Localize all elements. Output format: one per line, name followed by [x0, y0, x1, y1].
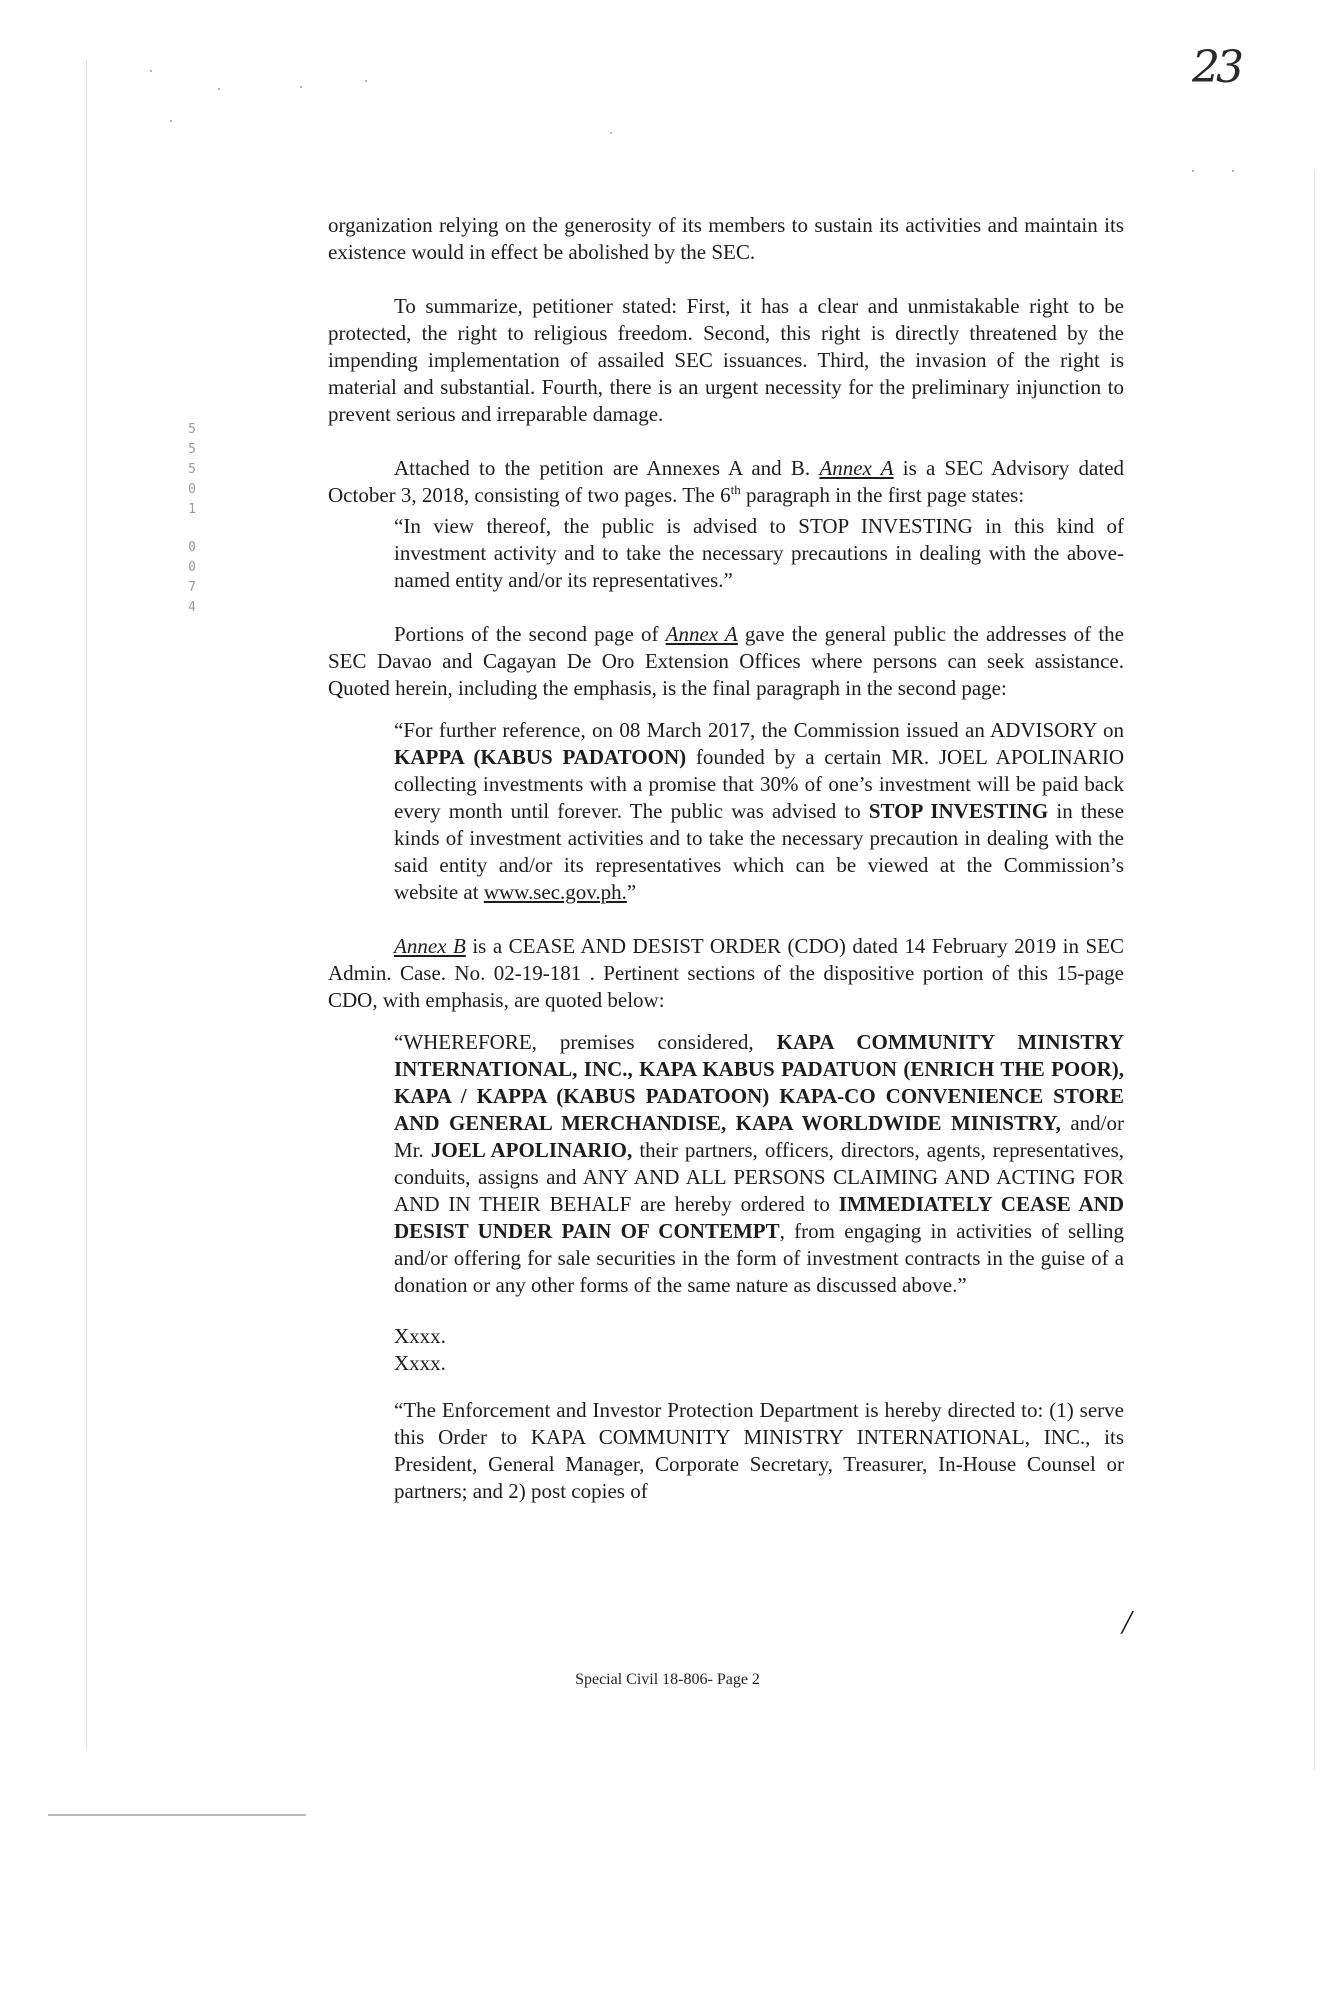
scan-speck — [365, 80, 367, 82]
text: founded by a certain MR. JOEL APOLINARIO collecting investments with a promise that 30% of one’s investment will be paid back every month until forever. The public was advised to — [394, 745, 1124, 823]
stamp-digit: 1 — [188, 502, 196, 517]
stamp-digit: 0 — [188, 540, 196, 555]
scan-speck — [1192, 170, 1194, 172]
quote-enforcement: “The Enforcement and Investor Protection Department is hereby directed to: (1) serve this Order to KAPA COMMUNITY MINISTRY INTERNATIONAL, INC., its President, General Manager, Corporate Secretary, Treasurer, In-House Counsel or partners; and 2) post copies of — [394, 1398, 1124, 1503]
handwritten-page-number: 23 — [1192, 42, 1240, 93]
document-body — [328, 212, 1124, 1505]
scan-artifact-line — [48, 1814, 306, 1816]
omission-marker: Xxxx. — [394, 1324, 446, 1348]
annex-a-reference: Annex A — [819, 456, 894, 480]
paragraph-annex-a-second-page — [328, 621, 1124, 702]
text: and/or Mr. — [394, 1111, 1124, 1162]
bold-text: JOEL APOLINARIO, — [430, 1138, 633, 1162]
text: “For further reference, on 08 March 2017, the Commission issued an ADVISORY on — [394, 718, 1124, 742]
text: , from engaging in activities of selling and/or offering for sale securities in the form of investment contracts in the guise of a donation or any other forms of the same nature as discussed above.” — [394, 1219, 1124, 1297]
quote-dispositive — [394, 1029, 1124, 1299]
text: is a SEC Advisory dated October 3, 2018, consisting of two pages. The 6 — [328, 456, 1125, 507]
text: paragraph in the first page states: — [740, 483, 1025, 507]
text: their partners, officers, directors, agents, representatives, conduits, assigns and ANY AND ALL PERSONS CLAIMING AND ACTING FOR AND IN THEIR BEHALF are hereby ordered to — [394, 1138, 1124, 1216]
text: “WHEREFORE, premises considered, — [394, 1030, 777, 1054]
text: Attached to the petition are Annexes A and B. — [394, 456, 820, 480]
stamp-digit: 5 — [188, 442, 196, 457]
stamp-digit: 5 — [188, 422, 196, 437]
side-stamp — [182, 420, 202, 618]
omission-marker: Xxxx. — [394, 1351, 446, 1375]
stamp-digit: 7 — [188, 580, 196, 595]
text: in these kinds of investment activities and to take the necessary precaution in dealing with the said entity and/or its representatives which can be viewed at the Commission’s website at — [394, 799, 1125, 904]
scan-speck — [218, 88, 220, 90]
page-footer: Special Civil 18-806- Page 2 — [575, 1671, 760, 1688]
bold-text: KAPA COMMUNITY MINISTRY INTERNATIONAL, INC., KAPA KABUS PADATUON (ENRICH THE POOR), KAPA / KAPPA (KABUS PADATOON) KAPA-CO CONVENIENCE STORE AND GENERAL MERCHANDISE, KAPA WORLDWIDE MINISTRY, — [394, 1030, 1124, 1135]
stamp-digit: 5 — [188, 462, 196, 477]
annex-b-reference: Annex B — [394, 934, 466, 958]
text: gave the general public the addresses of the SEC Davao and Cagayan De Oro Extension Offices where persons can seek assistance. Quoted herein, including the emphasis, is the final paragraph in the second page: — [328, 622, 1124, 700]
text: is a CEASE AND DESIST ORDER (CDO) dated 14 February 2019 in SEC Admin. Case. No. 02-19-181 . Pertinent sections of the dispositive portion of this 15-page CDO, with emphasis, are quoted below: — [328, 934, 1125, 1012]
quote-final-paragraph — [394, 717, 1124, 906]
text: Portions of the second page of — [394, 622, 666, 646]
annex-a-reference: Annex A — [665, 622, 738, 646]
paragraph-annexes — [328, 455, 1124, 509]
quote-advisory: “In view thereof, the public is advised to STOP INVESTING in this kind of investment activity and to take the necessary precautions in dealing with the above-named entity and/or its representatives.” — [394, 514, 1124, 592]
text: ” — [626, 880, 637, 904]
sec-website-link: www.sec.gov.ph. — [483, 880, 627, 904]
scan-edge-right — [1314, 170, 1315, 1770]
scan-speck — [150, 70, 152, 72]
scan-speck — [170, 120, 172, 122]
scan-speck — [300, 86, 302, 88]
bold-text: KAPPA (KABUS PADATOON) — [394, 745, 687, 769]
paragraph-annex-b — [328, 933, 1124, 1014]
bold-text: IMMEDIATELY CEASE AND DESIST UNDER PAIN OF CONTEMPT — [394, 1192, 1124, 1243]
stamp-digit: 0 — [188, 560, 196, 575]
superscript: th — [730, 482, 741, 497]
paragraph-continuation: organization relying on the generosity of its members to sustain its activities and maintain its existence would in effect be abolished by the SEC. — [328, 213, 1124, 264]
scan-edge-left — [86, 60, 87, 1750]
scan-speck — [1232, 170, 1234, 172]
stamp-digit: 0 — [188, 482, 196, 497]
bold-text: STOP INVESTING — [868, 799, 1049, 823]
stamp-digit: 4 — [188, 600, 196, 615]
paragraph-summary: To summarize, petitioner stated: First, it has a clear and unmistakable right to be protected, the right to religious freedom. Second, this right is directly threatened by the impending implementation of assailed SEC issuances. Third, the invasion of the right is material and substantial. Fourth, there is an urgent necessity for the preliminary injunction to prevent serious and irreparable damage. — [328, 294, 1124, 426]
handwritten-check-mark: / — [1122, 1604, 1132, 1641]
scan-speck — [610, 132, 612, 134]
